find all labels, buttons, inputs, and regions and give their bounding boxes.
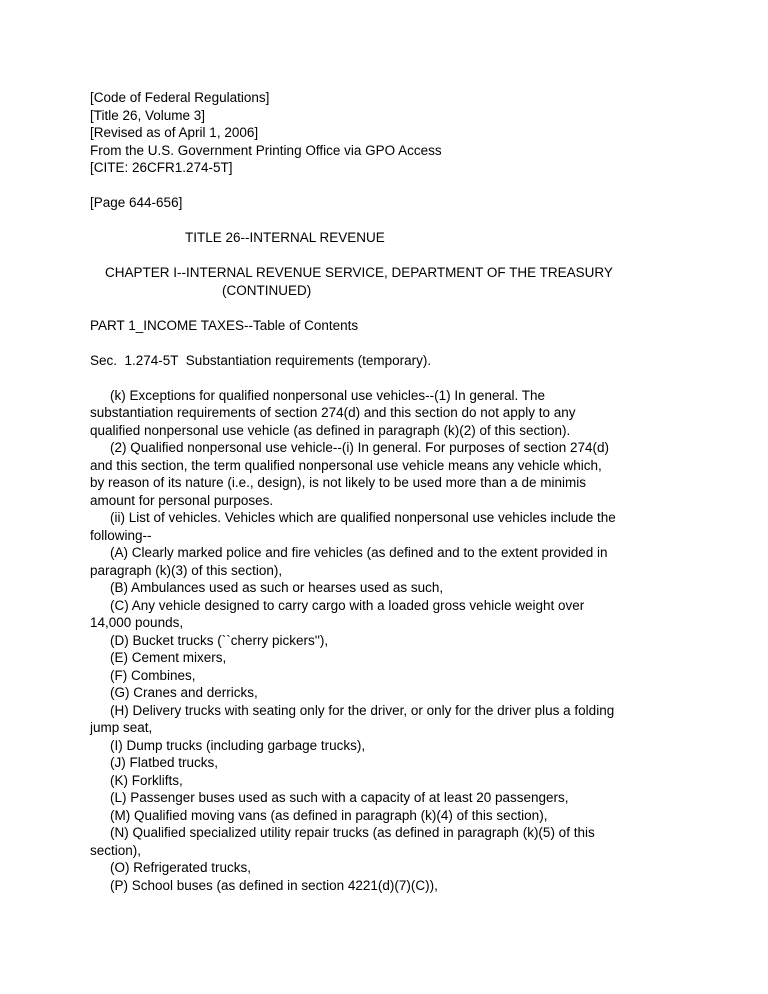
text-line: (J) Flatbed trucks, [110, 755, 219, 770]
text-line: From the U.S. Government Printing Office via GPO Access [90, 142, 442, 158]
text-line: (D) Bucket trucks (``cherry pickers''), [110, 632, 329, 648]
text-line: paragraph (k)(3) of this section), [90, 562, 283, 578]
text-line: Sec. 1.274-5T Substantiation requirements (temporary). [90, 352, 432, 368]
text-line [90, 247, 708, 265]
text-line: (C) Any vehicle designed to carry cargo with a loaded gross vehicle weight over [110, 597, 585, 613]
text-line: [Code of Federal Regulations] [90, 90, 270, 105]
text-line: (M) Qualified moving vans (as defined in paragraph (k)(4) of this section), [110, 807, 548, 823]
text-line: substantiation requirements of section 274(d) and this section do not apply to any [90, 405, 576, 420]
text-line: (N) Qualified specialized utility repair trucks (as defined in paragraph (k)(5) of this [110, 825, 595, 840]
text-line: [Title 26, Volume 3] [90, 107, 206, 123]
text-line: section), [90, 842, 142, 858]
text-line: (2) Qualified nonpersonal use vehicle--(i) In general. For purposes of section 274(d) [110, 440, 610, 455]
text-line: 14,000 pounds, [90, 615, 184, 630]
text-line: (B) Ambulances used as such or hearses used as such, [110, 580, 444, 595]
text-line: following-- [90, 527, 152, 543]
text-line: qualified nonpersonal use vehicle (as defined in paragraph (k)(2) of this section). [90, 422, 571, 438]
text-line: (G) Cranes and derricks, [110, 685, 258, 700]
text-line [90, 334, 708, 352]
text-line: CHAPTER I--INTERNAL REVENUE SERVICE, DEPARTMENT OF THE TREASURY [105, 265, 613, 280]
text-line: (E) Cement mixers, [110, 650, 227, 665]
text-line: [Page 644-656] [90, 195, 183, 210]
text-line: (L) Passenger buses used as such with a capacity of at least 20 passengers, [110, 790, 569, 805]
text-line: (P) School buses (as defined in section 4221(d)(7)(C)), [110, 877, 438, 893]
text-line: [CITE: 26CFR1.274-5T] [90, 160, 233, 175]
text-line: [Revised as of April 1, 2006] [90, 125, 259, 140]
text-line: (A) Clearly marked police and fire vehicles (as defined and to the extent provided in [110, 545, 608, 560]
text-line: jump seat, [90, 720, 153, 735]
text-line: and this section, the term qualified nonpersonal use vehicle means any vehicle which, [90, 457, 602, 473]
text-line: (K) Forklifts, [110, 772, 183, 788]
document-text-block [90, 89, 708, 894]
text-line: (O) Refrigerated trucks, [110, 860, 252, 875]
text-line: (I) Dump trucks (including garbage trucks), [110, 737, 366, 753]
text-line [90, 177, 708, 195]
text-line: (CONTINUED) [222, 282, 312, 298]
text-line: amount for personal purposes. [90, 492, 274, 508]
text-line: by reason of its nature (i.e., design), is not likely to be used more than a de minimis [90, 475, 586, 490]
text-line: PART 1_INCOME TAXES--Table of Contents [90, 317, 359, 333]
text-line: (F) Combines, [110, 667, 196, 683]
text-line [90, 212, 708, 230]
text-line: (ii) List of vehicles. Vehicles which are qualified nonpersonal use vehicles include the [110, 510, 616, 525]
text-line: (k) Exceptions for qualified nonpersonal use vehicles--(1) In general. The [110, 387, 545, 403]
text-line: (H) Delivery trucks with seating only for the driver, or only for the driver plus a folding [110, 702, 615, 718]
text-line [90, 369, 708, 387]
text-line: TITLE 26--INTERNAL REVENUE [185, 230, 385, 245]
text-line [90, 299, 708, 317]
